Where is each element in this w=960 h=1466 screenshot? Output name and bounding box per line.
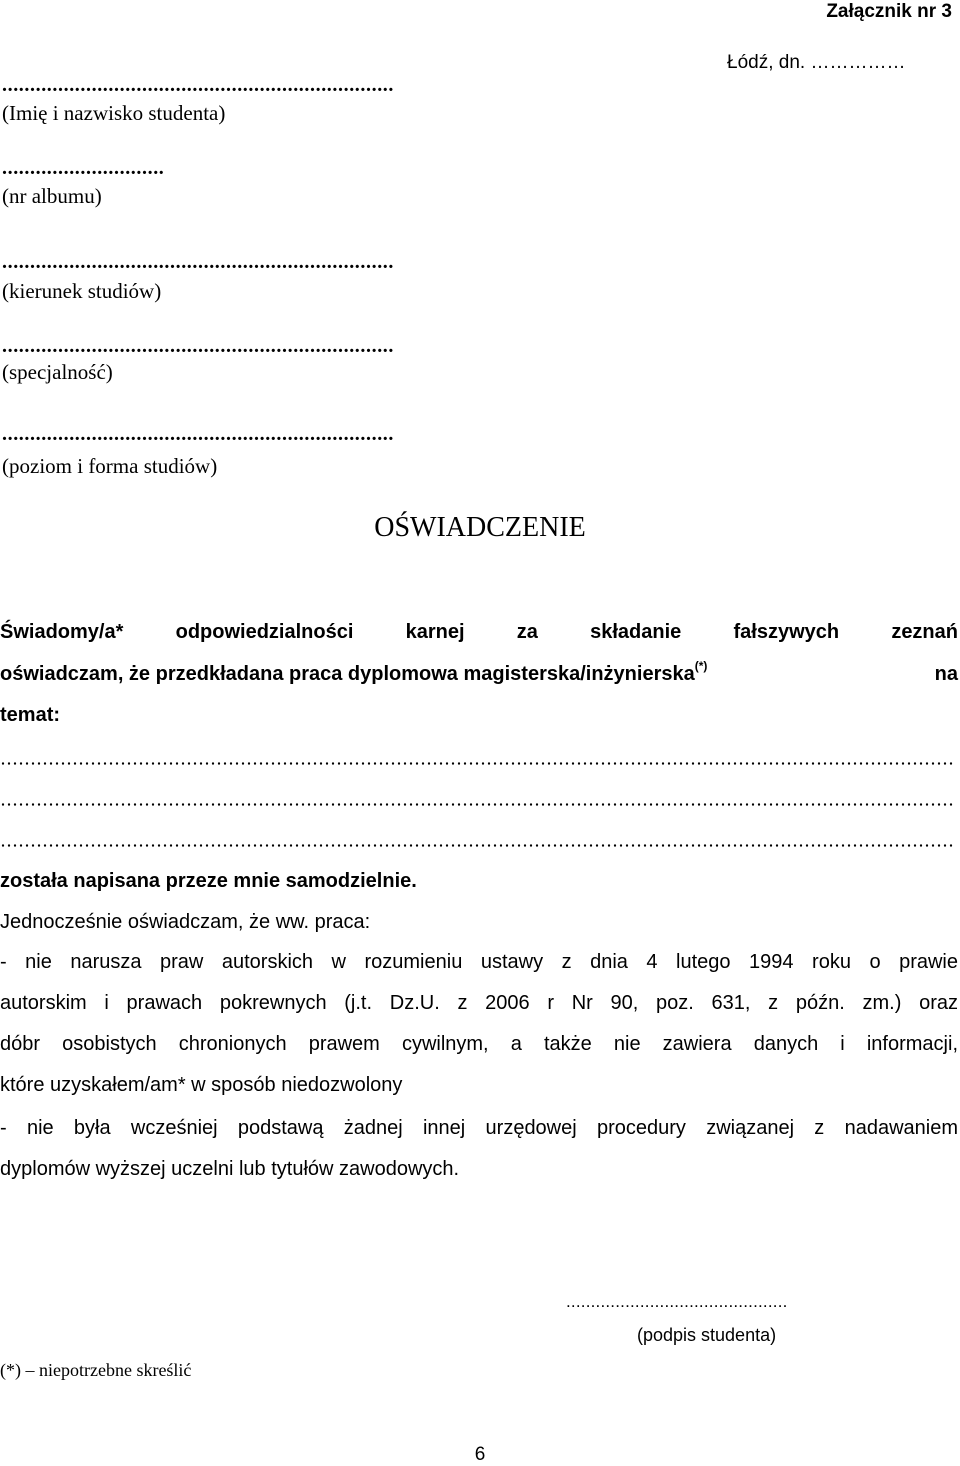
album-dots[interactable]: ............................. xyxy=(2,157,165,179)
topic-line-3[interactable] xyxy=(0,844,955,847)
declaration-line-2-text: oświadczam, że przedkładana praca dyplomowa magisterska/inżynierska xyxy=(0,663,695,685)
statement-p1-line-4: które uzyskałem/am* w sposób niedozwolony xyxy=(0,1074,403,1096)
place-date: Łódź, dn. …………… xyxy=(727,52,906,73)
topic-line-2[interactable] xyxy=(0,803,955,806)
declaration-line-2-end: na xyxy=(934,663,958,685)
topic-line-1[interactable] xyxy=(0,762,955,765)
specialization-label: (specjalność) xyxy=(2,360,113,384)
attachment-label: Załącznik nr 3 xyxy=(826,1,952,22)
level-form-dots[interactable]: ...................................................................... xyxy=(2,423,394,445)
statement-p2-line-2: dyplomów wyższej uczelni lub tytułów zawodowych. xyxy=(0,1158,460,1180)
signature-label: (podpis studenta) xyxy=(637,1325,777,1345)
name-dots[interactable]: ...................................................................... xyxy=(2,74,394,96)
specialization-dots[interactable]: ...................................................................... xyxy=(2,335,394,357)
statement-p2-line-1: - nie była wcześniej podstawą żadnej innej urzędowej procedury związanej z nadawaniem xyxy=(0,1117,958,1139)
level-form-label: (poziom i forma studiów) xyxy=(2,454,218,478)
footnote-marker: (*) xyxy=(694,659,708,673)
statement-p1-line-3: dóbr osobistych chronionych prawem cywilnym, a także nie zawiera danych i informacji, xyxy=(0,1033,958,1055)
declaration-line-1: Świadomy/a* odpowiedzialności karnej za składanie fałszywych zeznań xyxy=(0,621,958,643)
field-of-study-dots[interactable]: ...................................................................... xyxy=(2,251,394,273)
statement-p1-line-2: autorskim i prawach pokrewnych (j.t. Dz.U. z 2006 r Nr 90, poz. 631, z późn. zm.) oraz xyxy=(0,992,958,1014)
topic-label: temat: xyxy=(0,704,61,726)
page-number: 6 xyxy=(474,1444,486,1465)
declaration-line-2 xyxy=(0,659,708,686)
written-independently: została napisana przeze mnie samodzielnie. xyxy=(0,870,417,892)
statement-p1-line-1: - nie narusza praw autorskich w rozumieniu ustawy z dnia 4 lutego 1994 roku o prawie xyxy=(0,951,958,973)
page-title: OŚWIADCZENIE xyxy=(374,512,586,543)
name-label: (Imię i nazwisko studenta) xyxy=(2,101,226,125)
footnote: (*) – niepotrzebne skreślić xyxy=(0,1360,192,1380)
field-of-study-label: (kierunek studiów) xyxy=(2,279,162,303)
statement-intro: Jednocześnie oświadczam, że ww. praca: xyxy=(0,911,371,933)
signature-dots[interactable]: ............................................. xyxy=(566,1292,788,1311)
album-label: (nr albumu) xyxy=(2,184,102,208)
